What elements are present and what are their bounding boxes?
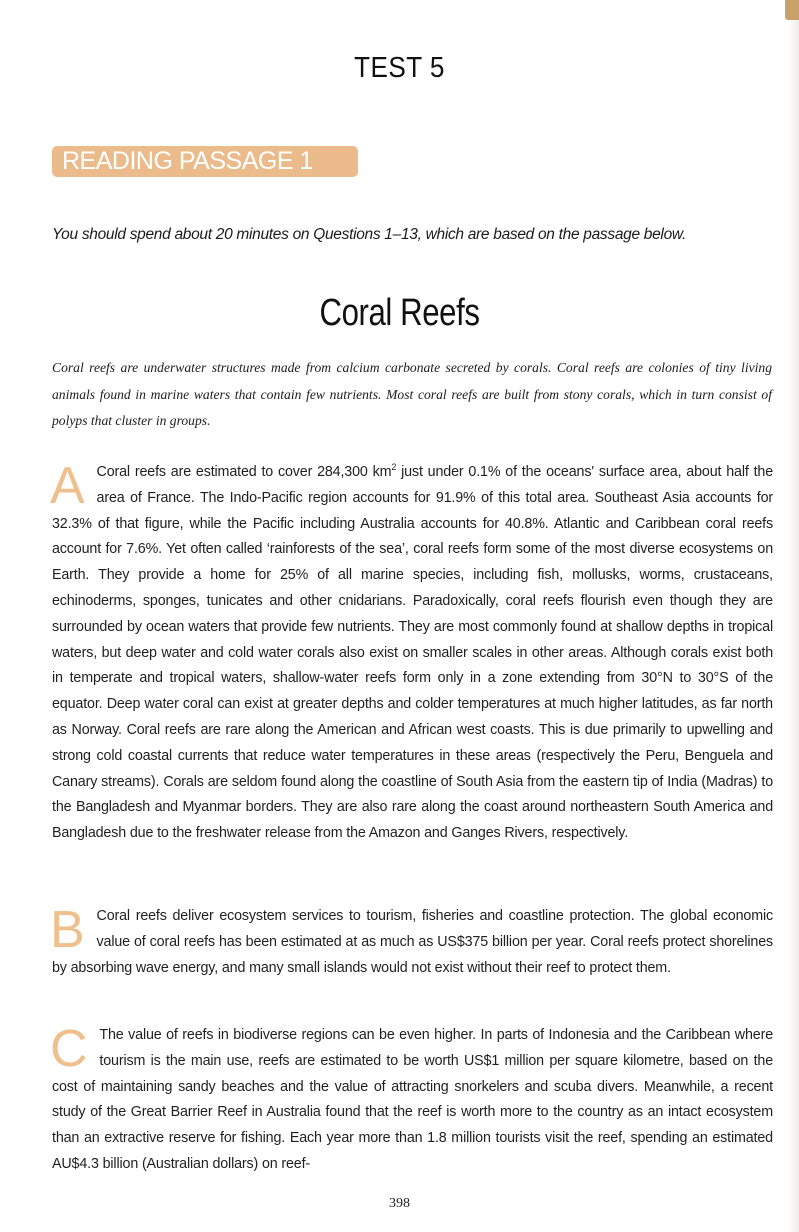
- page-number: 398: [389, 1196, 410, 1211]
- paragraph-c: [50, 1020, 773, 1178]
- article-title: Coral Reefs: [319, 292, 480, 334]
- passage-label: READING PASSAGE 1: [52, 146, 358, 177]
- test-title: TEST 5: [354, 52, 445, 84]
- dropcap-letter: A: [50, 457, 85, 515]
- dropcap-letter: C: [50, 1020, 88, 1078]
- dropcap-letter: B: [50, 901, 85, 959]
- paragraph-text: Coral reefs are estimated to cover 284,300 km: [96, 464, 392, 480]
- page-edge-tab: [785, 0, 799, 20]
- paragraph-text: Coral reefs deliver ecosystem services to tourism, fisheries and coastline protection. The global economic value of coral reefs has been estimated at as much as US$375 billion per year. Coral reefs protect shorelines by absorbing wave energy, and many small islands would not exist without their reef to protect them.: [52, 908, 773, 976]
- paragraph-text: just under 0.1% of the oceans' surface area, about half the area of France. The Indo-Pacific region accounts for 91.9% of this total area. Southeast Asia accounts for 32.3% of that figure, while the Pacific including Australia accounts for 40.8%. Atlantic and Caribbean coral reefs account for 7.6%. Yet often called ‘rainforests of the sea’, coral reefs form some of the most diverse ecosystems on Earth. They provide a home for 25% of all marine species, including fish, mollusks, worms, crustaceans, echinoderms, sponges, tunicates and other cnidarians. Paradoxically, coral reefs flourish even though they are surrounded by ocean waters that provide few nutrients. They are most commonly found at shallow depths in tropical waters, but deep water and cold water corals also exist on smaller scales in other areas. Although corals exist both in temperate and tropical waters, shallow-water reefs form only in a zone extending from 30°N to 30°S of the equator. Deep water coral can exist at greater depths and colder temperatures at much higher latitudes, as far north as Norway. Coral reefs are rare along the American and African west coasts. This is due primarily to upwelling and strong cold coastal currents that reduce water temperatures in these areas (respectively the Peru, Benguela and Canary streams). Corals are seldom found along the coastline of South Asia from the eastern tip of India (Madras) to the Bangladesh and Myanmar borders. They are also rare along the coast around northeastern South America and Bangladesh due to the freshwater release from the Amazon and Ganges Rivers, respectively.: [52, 464, 773, 842]
- paragraph-text: The value of reefs in biodiverse regions can be even higher. In parts of Indonesia and the Caribbean where tourism is the main use, reefs are estimated to be worth US$1 million per square kilometre, based on the cost of maintaining sandy beaches and the value of attracting snorkelers and scuba divers. Meanwhile, a recent study of the Great Barrier Reef in Australia found that the reef is worth more to the country as an intact ecosystem than an extractive reserve for fishing. Each year more than 1.8 million tourists visit the reef, spending an estimated AU$4.3 billion (Australian dollars) on reef-: [52, 1027, 773, 1172]
- superscript: 2: [391, 462, 397, 473]
- paragraph-b: [50, 901, 773, 981]
- paragraph-a: [50, 457, 773, 847]
- page-edge-shadow: [789, 20, 799, 1232]
- instructions: You should spend about 20 minutes on Questions 1–13, which are based on the passage below.: [52, 226, 686, 243]
- article-intro: Coral reefs are underwater structures made from calcium carbonate secreted by corals. Coral reefs are colonies of tiny living animals found in marine waters that contain few nutrients. Most coral reefs are built from stony corals, which in turn consist of polyps that cluster in groups.: [52, 360, 772, 428]
